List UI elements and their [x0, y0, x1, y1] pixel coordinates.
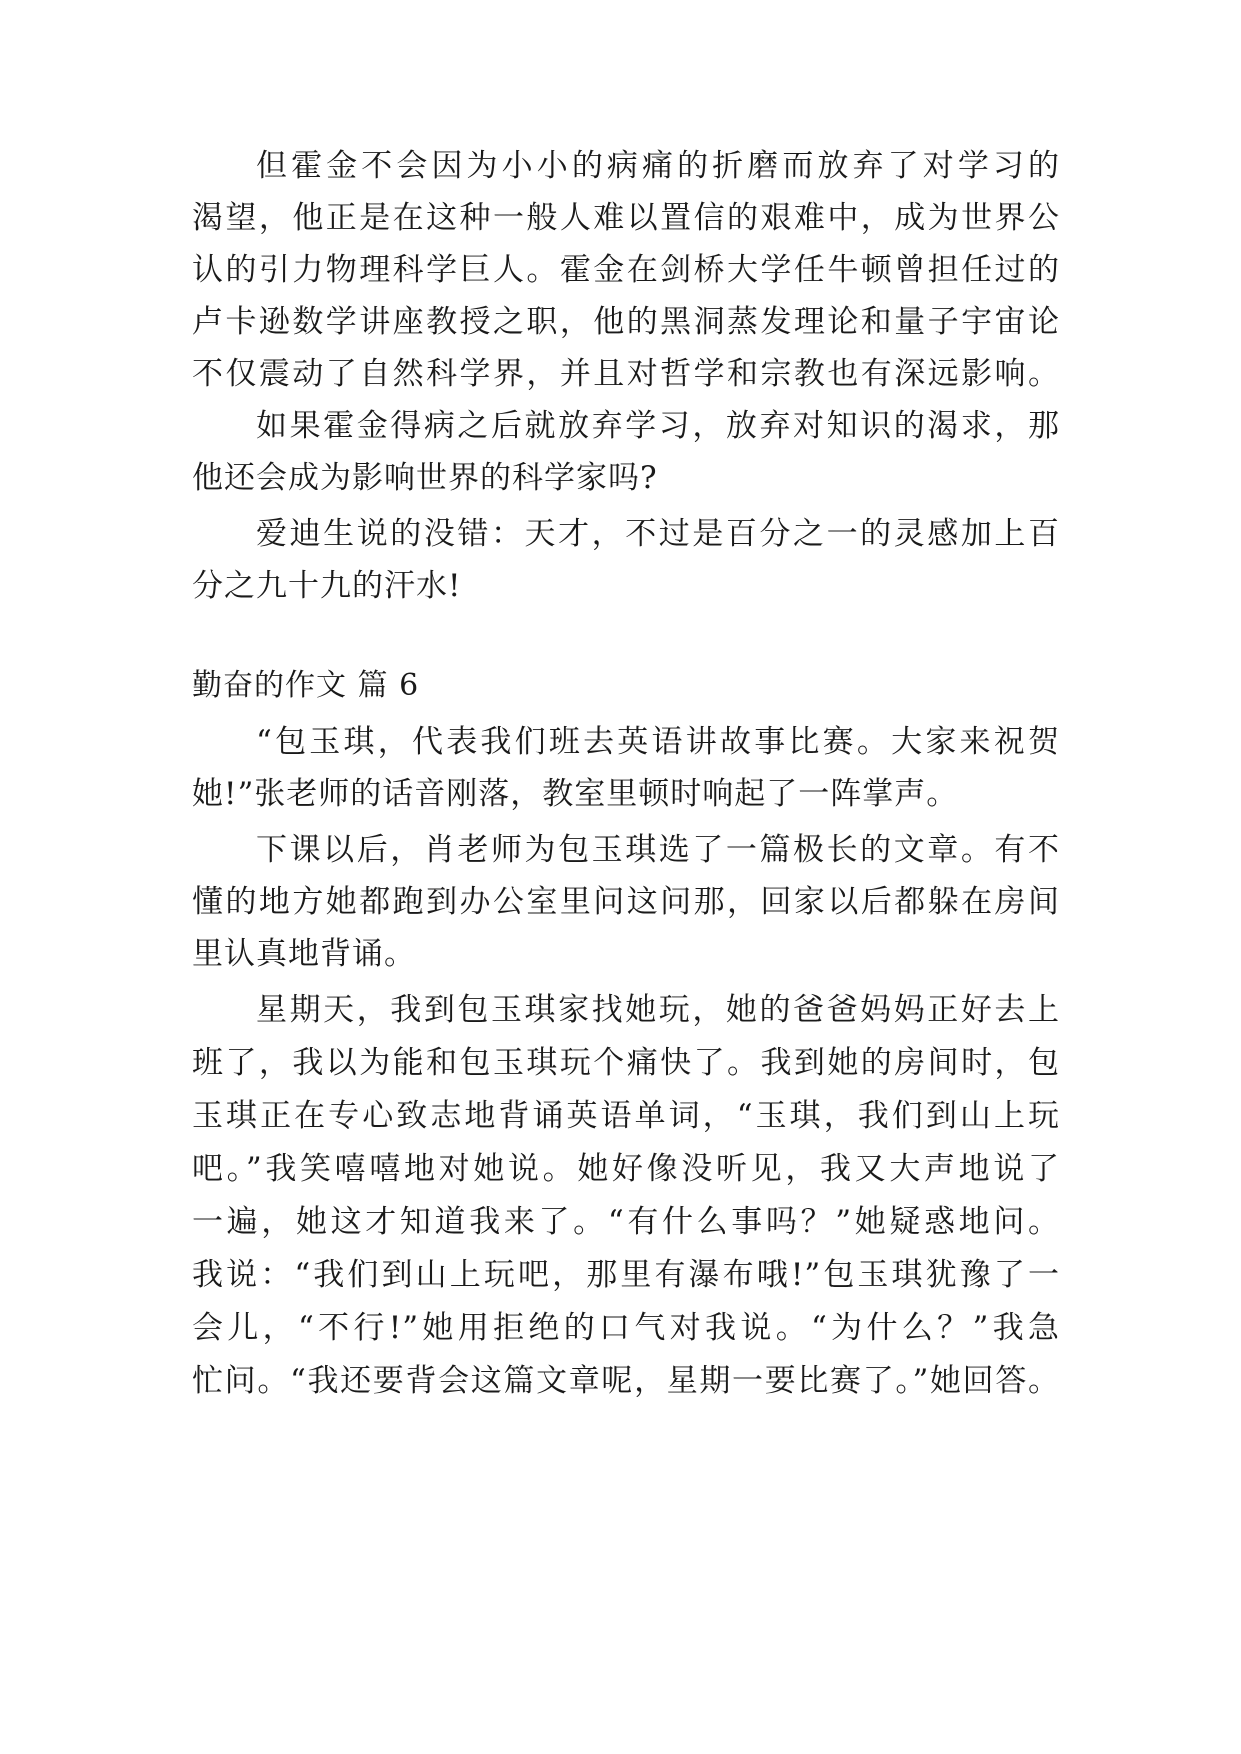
paragraph-line: 但霍金不会因为小小的病痛的折磨而放弃了对学习的 — [256, 148, 1060, 184]
paragraph-line: 分之九十九的汗水! — [192, 568, 462, 604]
paragraph-line: 吧。”我笑嘻嘻地对她说。她好像没听见，我又大声地说了 — [192, 1151, 1060, 1187]
section-heading: 勤奋的作文 篇 6 — [192, 668, 420, 703]
paragraph-line: 懂的地方她都跑到办公室里问这问那，回家以后都躲在房间 — [192, 884, 1060, 920]
paragraph-line: 她!”张老师的话音刚落，教室里顿时响起了一阵掌声。 — [192, 776, 959, 812]
paragraph-line: 不仅震动了自然科学界，并且对哲学和宗教也有深远影响。 — [192, 356, 1060, 392]
paragraph-line: 我说：“我们到山上玩吧，那里有瀑布哦!”包玉琪犹豫了一 — [192, 1257, 1060, 1293]
paragraph-line: 玉琪正在专心致志地背诵英语单词，“玉琪，我们到山上玩 — [192, 1098, 1060, 1134]
paragraph-line: 下课以后，肖老师为包玉琪选了一篇极长的文章。有不 — [256, 832, 1060, 868]
paragraph-line: “包玉琪，代表我们班去英语讲故事比赛。大家来祝贺 — [256, 724, 1060, 760]
paragraph-line: 一遍，她这才知道我来了。“有什么事吗？”她疑惑地问。 — [192, 1204, 1060, 1240]
paragraph-line: 会儿，“不行!”她用拒绝的口气对我说。“为什么？”我急 — [192, 1310, 1060, 1346]
paragraph-line: 里认真地背诵。 — [192, 936, 416, 972]
paragraph-line: 忙问。“我还要背会这篇文章呢，星期一要比赛了。”她回答。 — [192, 1363, 1060, 1399]
paragraph-line: 他还会成为影响世界的科学家吗? — [192, 460, 658, 496]
paragraph-line: 渴望，他正是在这种一般人难以置信的艰难中，成为世界公 — [192, 200, 1060, 236]
paragraph-line: 星期天，我到包玉琪家找她玩，她的爸爸妈妈正好去上 — [256, 992, 1060, 1028]
paragraph-line: 认的引力物理科学巨人。霍金在剑桥大学任牛顿曾担任过的 — [192, 252, 1060, 288]
paragraph-line: 卢卡逊数学讲座教授之职，他的黑洞蒸发理论和量子宇宙论 — [192, 304, 1060, 340]
paragraph-line: 如果霍金得病之后就放弃学习，放弃对知识的渴求，那 — [256, 408, 1060, 444]
paragraph-line: 爱迪生说的没错：天才，不过是百分之一的灵感加上百 — [256, 516, 1060, 552]
paragraph-line: 班了，我以为能和包玉琪玩个痛快了。我到她的房间时，包 — [192, 1045, 1060, 1081]
